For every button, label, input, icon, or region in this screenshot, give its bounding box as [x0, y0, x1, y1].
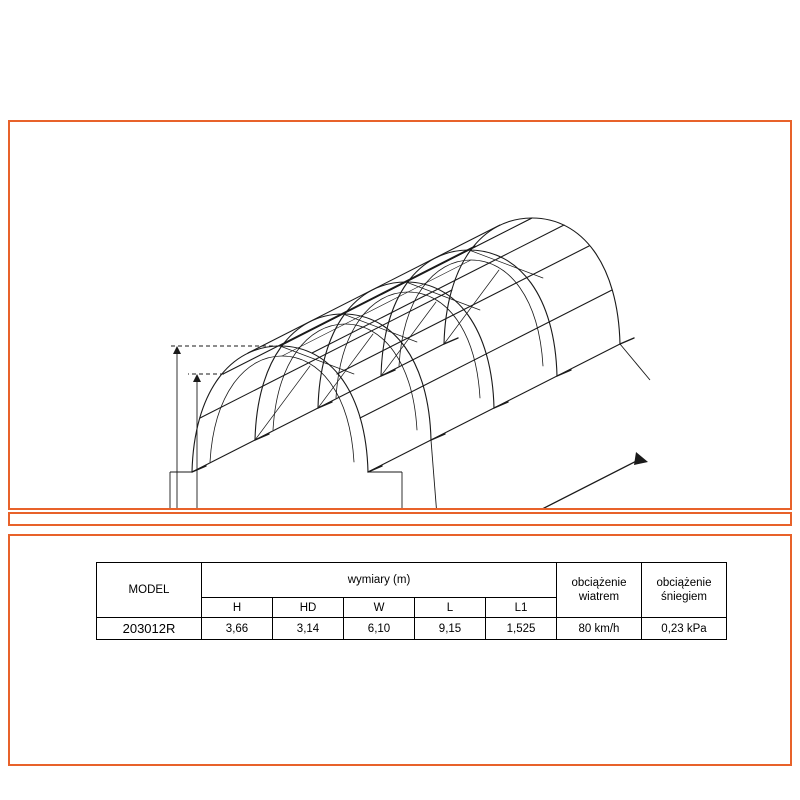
- cell-model: 203012R: [97, 618, 202, 640]
- arrow-h-top: [173, 346, 181, 354]
- rail-left-shoulder: [223, 246, 475, 374]
- arrow-l-end: [634, 452, 648, 465]
- foot-4: [431, 434, 445, 440]
- header-snow-load-line2: śniegiem: [660, 591, 708, 603]
- foot-2: [368, 466, 382, 472]
- table-row: [97, 618, 727, 640]
- inner-arc-2: [273, 324, 417, 430]
- cross-brace-8: [444, 270, 499, 344]
- ext-line-l1: [431, 440, 440, 508]
- arrow-hd-top: [193, 374, 201, 382]
- shelter-drawing: [10, 122, 794, 508]
- foot-10: [620, 338, 634, 344]
- subheader-hd: HD: [273, 598, 344, 618]
- foot-8: [557, 370, 571, 376]
- ext-line-l-near: [409, 462, 635, 508]
- brace-ridge-4: [469, 218, 532, 250]
- cell-l: 9,15: [415, 618, 486, 640]
- specification-table: [96, 562, 727, 640]
- subheader-h: H: [202, 598, 273, 618]
- cell-hd: 3,14: [273, 618, 344, 640]
- dim-line-l: [414, 458, 642, 508]
- divider-panel: [8, 512, 792, 526]
- table-panel: [8, 534, 792, 766]
- inner-arc-4: [399, 260, 543, 366]
- header-snow-load-line1: obciążenie: [656, 576, 712, 589]
- rail-left-upper: [200, 290, 452, 418]
- cell-wind: 80 km/h: [557, 618, 642, 640]
- header-wind-load-line2: wiatrem: [578, 591, 620, 603]
- header-model: MODEL: [97, 563, 202, 618]
- header-wind-load-line1: obciążenie: [571, 576, 627, 589]
- rail-right-shoulder: [337, 246, 589, 374]
- arch-5-rear: [444, 218, 620, 344]
- inner-arc-front: [210, 356, 354, 462]
- cross-brace-5: [255, 366, 310, 440]
- cell-w: 6,10: [344, 618, 415, 640]
- rail-left-top: [248, 225, 500, 353]
- subheader-l: L: [415, 598, 486, 618]
- cell-snow: 0,23 kPa: [642, 618, 727, 640]
- header-snow-load: [642, 563, 727, 618]
- cell-h: 3,66: [202, 618, 273, 640]
- header-wind-load: [557, 563, 642, 618]
- foot-6: [494, 402, 508, 408]
- cross-brace-6: [318, 334, 373, 408]
- dimension-lines: [170, 344, 650, 508]
- shelter-structure: [192, 218, 634, 472]
- header-dimensions: wymiary (m): [202, 563, 557, 598]
- table-header-row: [97, 563, 727, 598]
- diagram-panel: [8, 120, 792, 510]
- cross-brace-7: [381, 302, 436, 376]
- cell-l1: 1,525: [486, 618, 557, 640]
- subheader-l1: L1: [486, 598, 557, 618]
- ext-line-l-far: [620, 344, 650, 380]
- inner-arc-3: [336, 292, 480, 398]
- subheader-w: W: [344, 598, 415, 618]
- foot-1: [192, 466, 206, 472]
